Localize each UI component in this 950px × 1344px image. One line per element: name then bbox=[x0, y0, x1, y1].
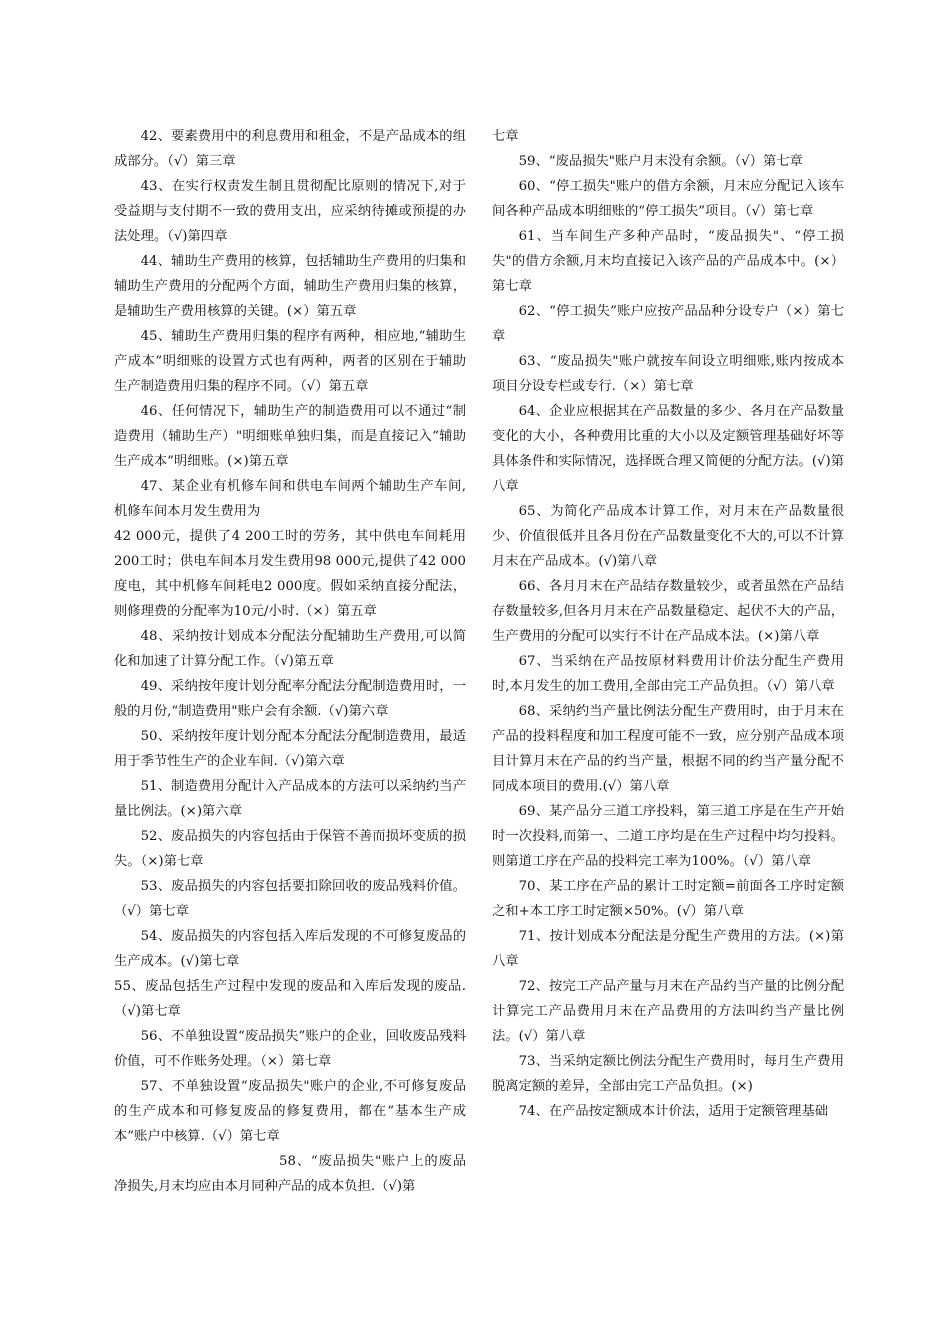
question-55: 55、废品包括生产过程中发现的废品和入库后发现的废品.（√)第七章 bbox=[114, 979, 466, 1019]
question-49: 49、采纳按年度计划分配率分配法分配制造费用时，一般的月份,“制造费用"账户会有余额.（√)第六章 bbox=[114, 679, 466, 719]
question-47: 47、某企业有机修车间和供电车间两个辅助生产车间,机修车间本月发生费用为 bbox=[114, 479, 466, 519]
question-59: 59、“废品损失"账户月末没有余额。（√）第七章 bbox=[518, 154, 803, 169]
question-62: 62、“停工损失”账户应按产品品种分设专户（×）第七章 bbox=[492, 304, 844, 344]
question-64: 64、企业应根据其在产品数量的多少、各月在产品数量变化的大小，各种费用比重的大小以及定额管理基础好坏等具体条件和实际情况，选择既合理又简便的分配方法。(√)第八章 bbox=[492, 404, 844, 494]
question-57: 57、不单独设置“废品损失"账户的企业,不可修复废品的生产成本和可修复废品的修复费用，都在“基本生产成本”账户中核算.（√）第七章 bbox=[114, 1079, 466, 1144]
question-45: 45、辅助生产费用归集的程序有两种，相应地,“辅助生产成本”明细账的设置方式也有两种，两者的区别在于辅助生产制造费用归集的程序不同。（√）第五章 bbox=[114, 329, 466, 394]
question-66: 66、各月月末在产品结存数量较少，或者虽然在产品结存数量较多,但各月月末在产品数量稳定、起伏不大的产品，生产费用的分配可以实行不计在产品成本法。(×)第八章 bbox=[492, 579, 844, 644]
question-53: 53、废品损失的内容包括要扣除回收的废品残料价值。（√）第七章 bbox=[114, 879, 466, 919]
question-58-continued: 七章 bbox=[492, 129, 519, 144]
question-50: 50、采纳按年度计划分配本分配法分配制造费用，最适用于季节性生产的企业车间.（√)第六章 bbox=[114, 729, 466, 769]
question-73: 73、当采纳定额比例法分配生产费用时，每月生产费用脱离定额的差异，全部由完工产品负担。(×) bbox=[492, 1054, 844, 1094]
question-58: 58、“废品损失"账户上的废品净损失,月末均应由本月同种产品的成本负担.（√)第 bbox=[114, 1154, 466, 1194]
question-48: 48、采纳按计划成本分配法分配辅助生产费用,可以简化和加速了计算分配工作。（√)第五章 bbox=[114, 629, 466, 669]
question-72: 72、按完工产品产量与月末在产品约当产量的比例分配计算完工产品费用月末在产品费用的方法叫约当产量比例法。(√）第八章 bbox=[492, 979, 844, 1044]
left-column bbox=[114, 124, 466, 1199]
question-67: 67、当采纳在产品按原材料费用计价法分配生产费用时,本月发生的加工费用,全部由完工产品负担。（√）第八章 bbox=[492, 654, 844, 694]
question-46: 46、任何情况下，辅助生产的制造费用可以不通过“制造费用（辅助生产）"明细账单独归集，而是直接记入“辅助生产成本”明细账。(×)第五章 bbox=[114, 404, 466, 469]
question-74: 74、在产品按定额成本计价法，适用于定额管理基础 bbox=[518, 1104, 829, 1119]
question-44: 44、辅助生产费用的核算，包括辅助生产费用的归集和辅助生产费用的分配两个方面，辅助生产费用归集的核算，是辅助生产费用核算的关键。(×）第五章 bbox=[114, 254, 466, 319]
question-51: 51、制造费用分配计入产品成本的方法可以采纳约当产量比例法。(×)第六章 bbox=[114, 779, 466, 819]
question-54: 54、废品损失的内容包括入库后发现的不可修复废品的生产成本。(√)第七章 bbox=[114, 929, 466, 969]
question-42: 42、要素费用中的利息费用和租金，不是产品成本的组成部分。（√）第三章 bbox=[114, 129, 466, 169]
question-70: 70、某工序在产品的累计工时定额=前面各工序时定额之和+本工序工时定额×50%。(√）第八章 bbox=[492, 879, 844, 919]
question-61: 61、当车间生产多种产品时，“废品损失"、“停工损失"的借方余额,月末均直接记入该产品的产品成本中。(×）第七章 bbox=[492, 229, 844, 294]
question-65: 65、为简化产品成本计算工作，对月末在产品数量很少、价值很低并且各月份在产品数量变化不大的,可以不计算月末在产品成本。(√)第八章 bbox=[492, 504, 844, 569]
question-52: 52、废品损失的内容包括由于保管不善而损坏变质的损失。（×)第七章 bbox=[114, 829, 466, 869]
question-69: 69、某产品分三道工序投料，第三道工序是在生产开始时一次投料,而第一、二道工序均是在生产过程中均匀投料。则第道工序在产品的投料完工率为100%。（√）第八章 bbox=[492, 804, 844, 869]
question-63: 63、“废品损失"账户就按车间设立明细账,账内按成本项目分设专栏或专行.（×）第七章 bbox=[492, 354, 844, 394]
question-60: 60、“停工损失"账户的借方余额，月末应分配记入该车间各种产品成本明细账的“停工损失”项目。（√）第七章 bbox=[492, 179, 844, 219]
question-43: 43、在实行权责发生制且贯彻配比原则的情况下,对于受益期与支付期不一致的费用支出，应采纳待摊或预提的办法处理。（√)第四章 bbox=[114, 179, 466, 244]
question-56: 56、不单独设置“废品损失”账户的企业，回收废品残料价值，可不作账务处理。（×）第七章 bbox=[114, 1029, 466, 1069]
question-47-continued: 42 000元，提供了4 200工时的劳务，其中供电车间耗用200工时；供电车间本月发生费用98 000元,提供了42 000度电，其中机修车间耗电2 000度。假如采纳直接分配法，则修理费的分配率为10元/小时.（×）第五章 bbox=[114, 529, 466, 619]
question-71: 71、按计划成本分配法是分配生产费用的方法。(×)第八章 bbox=[492, 929, 844, 969]
right-column bbox=[492, 124, 844, 1124]
question-68: 68、采纳约当产量比例法分配生产费用时，由于月末在产品的投料程度和加工程度可能不一致，应分别产品成本项目计算月末在产品的约当产量，根据不同的约当产量分配不同成本项目的费用.(√）第八章 bbox=[492, 704, 844, 794]
